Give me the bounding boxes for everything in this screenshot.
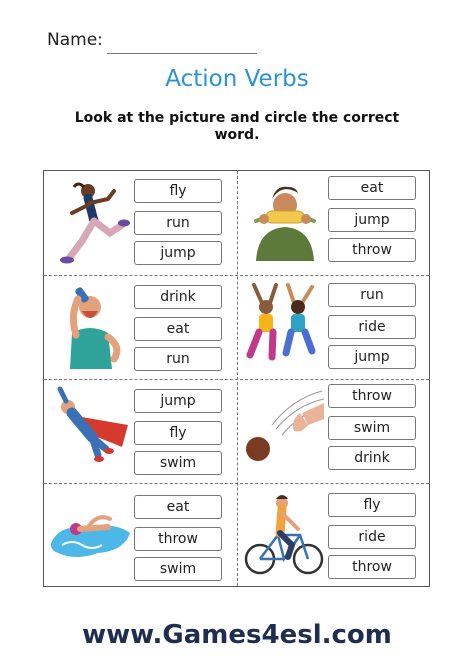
word-option[interactable]: throw [328, 238, 416, 262]
word-option[interactable]: fly [328, 493, 416, 517]
word-option[interactable]: eat [328, 176, 416, 200]
girls-jumping-icon [242, 281, 326, 373]
name-field [47, 30, 257, 56]
word-option[interactable]: jump [134, 389, 222, 413]
word-option[interactable]: throw [328, 384, 416, 408]
person-swimming-icon [48, 489, 132, 581]
exercise-cell [44, 483, 237, 587]
man-drinking-icon [48, 281, 132, 373]
name-line [107, 53, 257, 54]
exercise-cell [44, 275, 237, 379]
word-option[interactable]: run [134, 211, 222, 235]
worksheet-title: Action Verbs [165, 66, 309, 92]
word-option[interactable]: swim [134, 557, 222, 581]
exercise-cell [44, 379, 237, 483]
exercise-grid [43, 170, 430, 587]
word-option[interactable]: jump [134, 241, 222, 265]
word-option[interactable]: jump [328, 345, 416, 369]
word-option[interactable]: swim [328, 416, 416, 440]
word-option[interactable]: eat [134, 317, 222, 341]
exercise-cell [238, 171, 431, 275]
exercise-cell [238, 379, 431, 483]
woman-riding-bike-icon [242, 489, 326, 581]
word-option[interactable]: drink [328, 446, 416, 470]
exercise-cell [238, 275, 431, 379]
word-option[interactable]: swim [134, 451, 222, 475]
word-option[interactable]: run [328, 283, 416, 307]
word-option[interactable]: jump [328, 208, 416, 232]
exercise-cell [44, 171, 237, 275]
hand-throwing-ball-icon [242, 385, 326, 477]
word-option[interactable]: eat [134, 495, 222, 519]
word-option[interactable]: ride [328, 315, 416, 339]
word-option[interactable]: fly [134, 421, 222, 445]
running-person-icon [48, 177, 132, 269]
word-option[interactable]: drink [134, 285, 222, 309]
word-option[interactable]: fly [134, 179, 222, 203]
superhero-flying-icon [48, 385, 132, 477]
word-option[interactable]: throw [328, 555, 416, 579]
instructions: Look at the picture and circle the correct word. [74, 110, 400, 143]
name-label: Name: [47, 30, 103, 50]
word-option[interactable]: ride [328, 525, 416, 549]
boy-eating-corn-icon [242, 177, 326, 269]
word-option[interactable]: throw [134, 527, 222, 551]
word-option[interactable]: run [134, 347, 222, 371]
exercise-cell [238, 483, 431, 587]
website-footer: www.Games4esl.com [82, 620, 392, 650]
